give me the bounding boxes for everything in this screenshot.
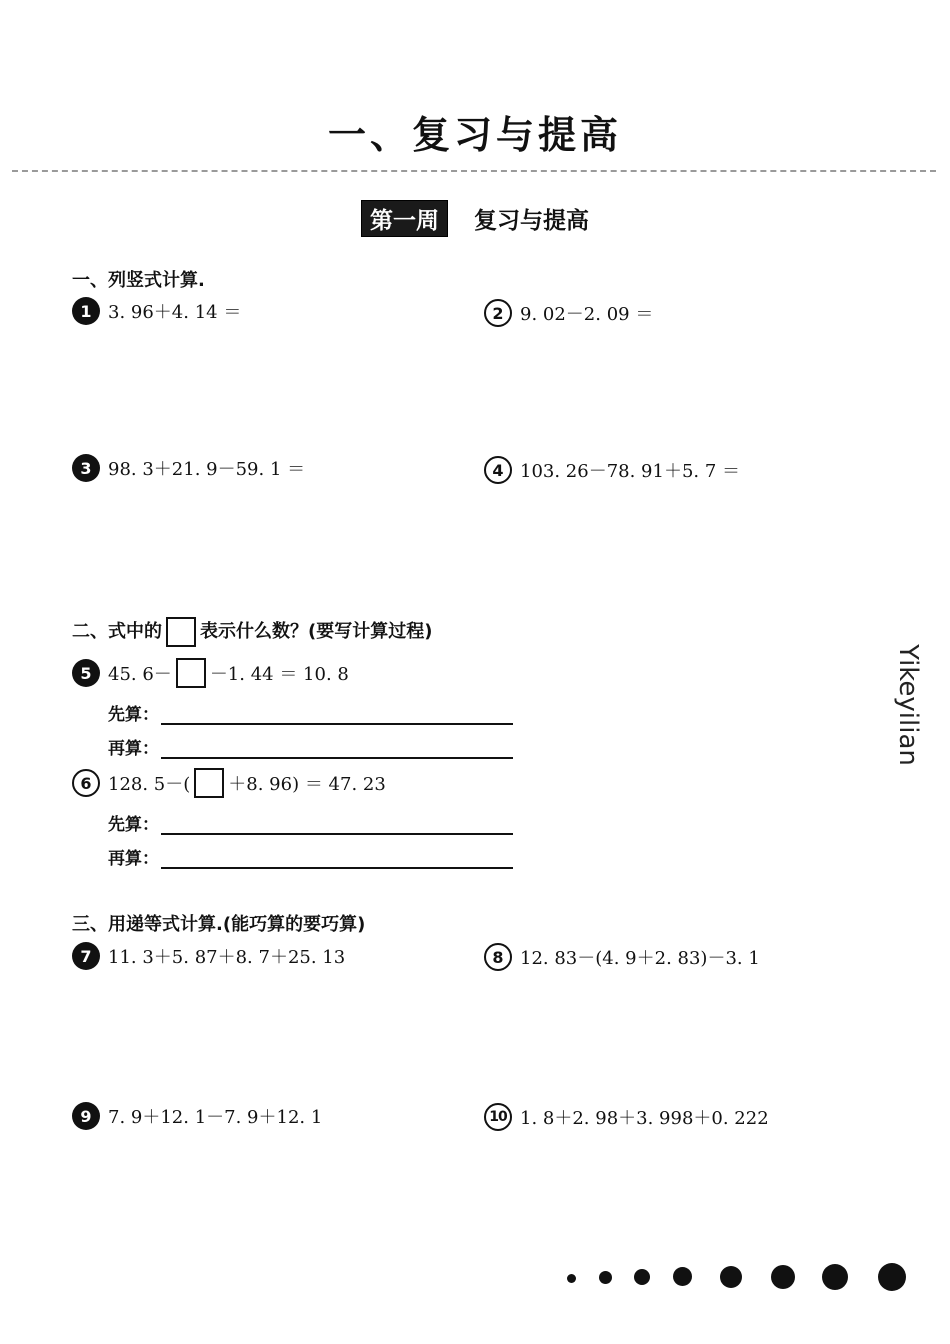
problem-number: 4	[484, 456, 512, 484]
problem-expression: 9. 02－2. 09 ＝	[520, 304, 654, 325]
then-step-label: 再算：	[108, 739, 159, 759]
problem-expression: 98. 3＋21. 9－59. 1 ＝	[108, 459, 306, 480]
problem-number: 3	[72, 454, 100, 482]
decorative-dot	[567, 1274, 576, 1283]
week-tag: 第一周	[361, 200, 448, 237]
side-watermark: Yikeyilian	[893, 644, 923, 766]
then-step-label: 再算：	[108, 849, 159, 869]
problem-8	[484, 943, 760, 971]
answer-line[interactable]	[161, 705, 513, 725]
first-step-line	[108, 810, 513, 835]
problem-5	[72, 658, 349, 688]
week-header	[0, 200, 950, 237]
problem-expression: 11. 3＋5. 87＋8. 7＋25. 13	[108, 947, 346, 968]
problem-number: 6	[72, 769, 100, 797]
decorative-dot	[771, 1265, 795, 1289]
section2-heading-after: 表示什么数？(要写计算过程)	[200, 621, 433, 642]
decorative-dot	[599, 1271, 612, 1284]
problem-6	[72, 768, 386, 798]
week-title: 复习与提高	[474, 208, 589, 234]
section2-heading	[72, 617, 432, 647]
problem-9	[72, 1102, 322, 1130]
first-step-label: 先算：	[108, 815, 159, 835]
answer-line[interactable]	[161, 815, 513, 835]
problem-number: 9	[72, 1102, 100, 1130]
problem-number: 1	[72, 297, 100, 325]
problem-number: 10	[484, 1103, 512, 1131]
chapter-title: 一、复习与提高	[327, 113, 622, 157]
problem-expression-before: 45. 6－	[108, 664, 172, 685]
problem-expression: 103. 26－78. 91＋5. 7 ＝	[520, 461, 741, 482]
problem-10	[484, 1103, 769, 1131]
problem-4	[484, 456, 740, 484]
problem-expression: 1. 8＋2. 98＋3. 998＋0. 222	[520, 1108, 769, 1129]
problem-expression: 12. 83－(4. 9＋2. 83)－3. 1	[520, 948, 760, 969]
problem-number: 8	[484, 943, 512, 971]
problem-2	[484, 299, 653, 327]
section1-heading: 一、列竖式计算.	[72, 270, 205, 291]
problem-number: 5	[72, 659, 100, 687]
problem-expression: 3. 96＋4. 14 ＝	[108, 302, 242, 323]
first-step-label: 先算：	[108, 705, 159, 725]
decorative-dot	[822, 1264, 848, 1290]
problem-number: 2	[484, 299, 512, 327]
decorative-dot	[720, 1266, 742, 1288]
problem-1	[72, 297, 241, 325]
problem-3	[72, 454, 305, 482]
decorative-dot	[878, 1263, 906, 1291]
answer-line[interactable]	[161, 849, 513, 869]
then-step-line	[108, 844, 513, 869]
section3-heading: 三、用递等式计算.(能巧算的要巧算)	[72, 914, 366, 935]
problem-7	[72, 942, 345, 970]
first-step-line	[108, 700, 513, 725]
decorative-dot	[634, 1269, 650, 1285]
problem-number: 7	[72, 942, 100, 970]
answer-box[interactable]	[194, 768, 224, 798]
answer-box[interactable]	[176, 658, 206, 688]
problem-expression: 7. 9＋12. 1－7. 9＋12. 1	[108, 1107, 323, 1128]
blank-box-icon	[166, 617, 196, 647]
then-step-line	[108, 734, 513, 759]
answer-line[interactable]	[161, 739, 513, 759]
section2-heading-before: 二、式中的	[72, 621, 162, 642]
dashed-divider	[12, 170, 936, 172]
decorative-dot	[673, 1267, 692, 1286]
problem-expression-before: 128. 5－(	[108, 774, 191, 795]
problem-expression-after: －1. 44 ＝ 10. 8	[209, 664, 349, 685]
problem-expression-after: ＋8. 96) ＝ 47. 23	[228, 774, 386, 795]
